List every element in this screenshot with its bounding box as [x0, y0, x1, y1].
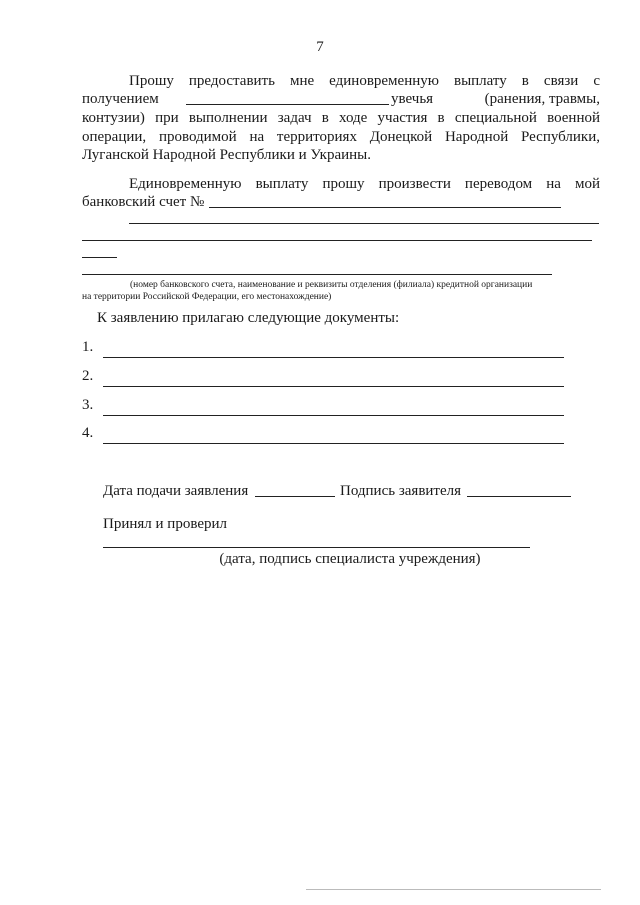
submission-date-label: Дата подачи заявления — [103, 483, 249, 499]
specialist-blank-line — [103, 547, 530, 548]
attachment-number-4: 4. — [82, 425, 94, 441]
page-number: 7 — [316, 39, 324, 55]
applicant-signature-label: Подпись заявителя — [340, 483, 462, 499]
request-line-2-mid: увечья — [391, 91, 434, 107]
bank-details-blank-line-4 — [82, 274, 552, 275]
request-line-5: Луганской Народной Республики и Украины. — [82, 147, 371, 163]
bank-details-blank-line-1 — [129, 223, 599, 224]
attachment-number-1: 1. — [82, 339, 94, 355]
request-line-2-start: получением — [82, 91, 159, 107]
bank-note-line-1: (номер банковского счета, наименование и реквизиты отделения (филиала) кредитной организации — [130, 280, 533, 290]
request-line-1: Прошу предоставить мне единовременную выплату в связи с — [129, 73, 600, 89]
attachment-number-3: 3. — [82, 397, 94, 413]
specialist-caption: (дата, подпись специалиста учреждения) — [219, 551, 481, 567]
attachment-line-2 — [103, 386, 564, 387]
attachments-heading: К заявлению прилагаю следующие документы: — [97, 310, 400, 326]
request-line-3: контузии) при выполнении задач в ходе участия в специальной военной — [82, 110, 600, 126]
received-checked-label: Принял и проверил — [103, 516, 227, 532]
bank-details-blank-line-2 — [82, 240, 592, 241]
scan-artifact-line — [306, 889, 601, 890]
attachment-line-4 — [103, 443, 564, 444]
attachment-line-3 — [103, 415, 564, 416]
submission-date-blank-line — [255, 496, 335, 497]
request-line-2-end: (ранения, травмы, — [484, 91, 600, 107]
bank-note-line-2: на территории Российской Федерации, его местонахождение) — [82, 292, 332, 302]
attachment-line-1 — [103, 357, 564, 358]
injury-type-blank-line — [186, 104, 389, 105]
account-number-blank-line — [209, 207, 561, 208]
transfer-line-1: Единовременную выплату прошу произвести переводом на мой — [129, 176, 600, 192]
applicant-signature-blank-line — [467, 496, 571, 497]
account-label: банковский счет № — [82, 194, 205, 210]
attachment-number-2: 2. — [82, 368, 94, 384]
bank-details-blank-line-3 — [82, 257, 117, 258]
request-line-4: операции, проводимой на территориях Донецкой Народной Республики, — [82, 129, 600, 145]
